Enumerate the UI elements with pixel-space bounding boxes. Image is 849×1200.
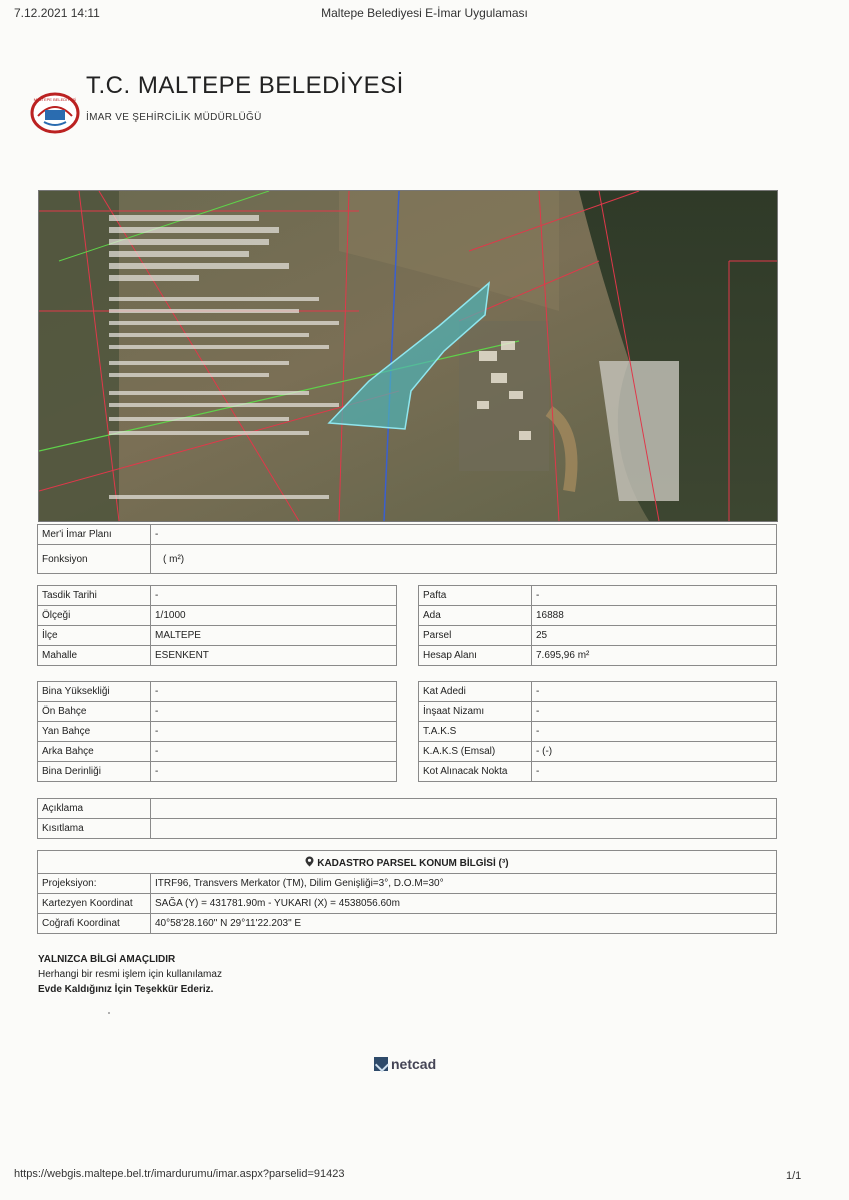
description-label: Açıklama (38, 799, 151, 819)
kaks-value: - (-) (532, 742, 777, 762)
print-datetime: 7.12.2021 14:11 (14, 6, 100, 20)
table-row (419, 762, 777, 782)
cartesian-coordinate-value: SAĞA (Y) = 431781.90m - YUKARI (X) = 4538056.60m (151, 894, 777, 914)
netcad-logo (374, 1056, 436, 1072)
speck (108, 1012, 110, 1014)
info-only-notice: YALNIZCA BİLGİ AMAÇLIDIR (38, 954, 176, 965)
table-row (38, 586, 397, 606)
elevation-point-label: Kot Alınacak Nokta (419, 762, 532, 782)
scale-label: Ölçeği (38, 606, 151, 626)
table-row (419, 646, 777, 666)
table-row (38, 819, 777, 839)
side-yard-label: Yan Bahçe (38, 722, 151, 742)
district-value: MALTEPE (151, 626, 397, 646)
table-row (38, 702, 397, 722)
front-yard-value: - (151, 702, 397, 722)
netcad-brand-text: netcad (391, 1056, 437, 1072)
function-value: ( m²) (151, 545, 777, 574)
building-info-right-table (418, 681, 777, 782)
construction-order-value: - (532, 702, 777, 722)
netcad-mark-icon (374, 1057, 388, 1071)
restriction-value (151, 819, 777, 839)
map-sheet-label: Pafta (419, 586, 532, 606)
table-row (419, 682, 777, 702)
approval-date-value: - (151, 586, 397, 606)
table-row (38, 914, 777, 934)
floor-count-value: - (532, 682, 777, 702)
scale-value: 1/1000 (151, 606, 397, 626)
elevation-point-value: - (532, 762, 777, 782)
area-label: Hesap Alanı (419, 646, 532, 666)
table-row (419, 702, 777, 722)
table-row (38, 799, 777, 819)
not-official-notice: Herhangi bir resmi işlem için kullanılamaz (38, 969, 222, 980)
map-pin-icon (305, 858, 317, 869)
thank-you-notice: Evde Kaldığınız İçin Teşekkür Ederiz. (38, 984, 214, 995)
parcel-value: 25 (532, 626, 777, 646)
block-label: Ada (419, 606, 532, 626)
restriction-label: Kısıtlama (38, 819, 151, 839)
construction-order-label: İnşaat Nizamı (419, 702, 532, 722)
table-row (38, 874, 777, 894)
municipality-logo (30, 92, 80, 134)
kaks-label: K.A.K.S (Emsal) (419, 742, 532, 762)
front-yard-label: Ön Bahçe (38, 702, 151, 722)
table-row (38, 525, 777, 545)
parcel-info-left-table (37, 585, 397, 666)
geographic-coordinate-value: 40°58'28.160" N 29°11'22.203" E (151, 914, 777, 934)
district-label: İlçe (38, 626, 151, 646)
table-row (38, 762, 397, 782)
side-yard-value: - (151, 722, 397, 742)
cadastral-location-heading (38, 851, 777, 874)
table-row (38, 851, 777, 874)
plan-info-table (37, 524, 777, 574)
back-yard-value: - (151, 742, 397, 762)
cadastral-location-title: KADASTRO PARSEL KONUM BİLGİSİ (³) (317, 857, 509, 869)
table-row (419, 586, 777, 606)
table-row (38, 682, 397, 702)
area-value: 7.695,96 m² (532, 646, 777, 666)
projection-label: Projeksiyon: (38, 874, 151, 894)
floor-count-label: Kat Adedi (419, 682, 532, 702)
print-page-title: Maltepe Belediyesi E-İmar Uygulaması (321, 6, 528, 20)
projection-value: ITRF96, Transvers Merkator (TM), Dilim Genişliği=3°, D.O.M=30° (151, 874, 777, 894)
function-label: Fonksiyon (38, 545, 151, 574)
neighborhood-value: ESENKENT (151, 646, 397, 666)
logo-text: MALTEPE BELEDİYESİ (33, 97, 77, 102)
table-row (419, 722, 777, 742)
back-yard-label: Arka Bahçe (38, 742, 151, 762)
cartesian-coordinate-label: Kartezyen Koordinat (38, 894, 151, 914)
remarks-table (37, 798, 777, 839)
table-row (38, 626, 397, 646)
table-row (38, 606, 397, 626)
print-url: https://webgis.maltepe.bel.tr/imardurumu/imar.aspx?parselid=91423 (14, 1168, 345, 1180)
plan-label: Mer'i İmar Planı (38, 525, 151, 545)
cadastral-location-table (37, 850, 777, 934)
zoning-map[interactable] (38, 190, 778, 522)
table-row (419, 742, 777, 762)
organization-title: T.C. MALTEPE BELEDİYESİ (86, 72, 404, 99)
block-value: 16888 (532, 606, 777, 626)
parcel-label: Parsel (419, 626, 532, 646)
table-row (38, 646, 397, 666)
neighborhood-label: Mahalle (38, 646, 151, 666)
building-depth-label: Bina Derinliği (38, 762, 151, 782)
building-info-left-table (37, 681, 397, 782)
table-row (38, 545, 777, 574)
plan-value: - (151, 525, 777, 545)
table-row (419, 626, 777, 646)
table-row (38, 742, 397, 762)
building-depth-value: - (151, 762, 397, 782)
organization-subtitle: İMAR VE ŞEHİRCİLİK MÜDÜRLÜĞÜ (86, 112, 262, 123)
table-row (38, 894, 777, 914)
parcel-info-right-table (418, 585, 777, 666)
taks-value: - (532, 722, 777, 742)
approval-date-label: Tasdik Tarihi (38, 586, 151, 606)
table-row (419, 606, 777, 626)
building-height-value: - (151, 682, 397, 702)
taks-label: T.A.K.S (419, 722, 532, 742)
print-page-number: 1/1 (786, 1170, 802, 1182)
geographic-coordinate-label: Coğrafi Koordinat (38, 914, 151, 934)
description-value (151, 799, 777, 819)
table-row (38, 722, 397, 742)
building-height-label: Bina Yüksekliği (38, 682, 151, 702)
map-sheet-value: - (532, 586, 777, 606)
